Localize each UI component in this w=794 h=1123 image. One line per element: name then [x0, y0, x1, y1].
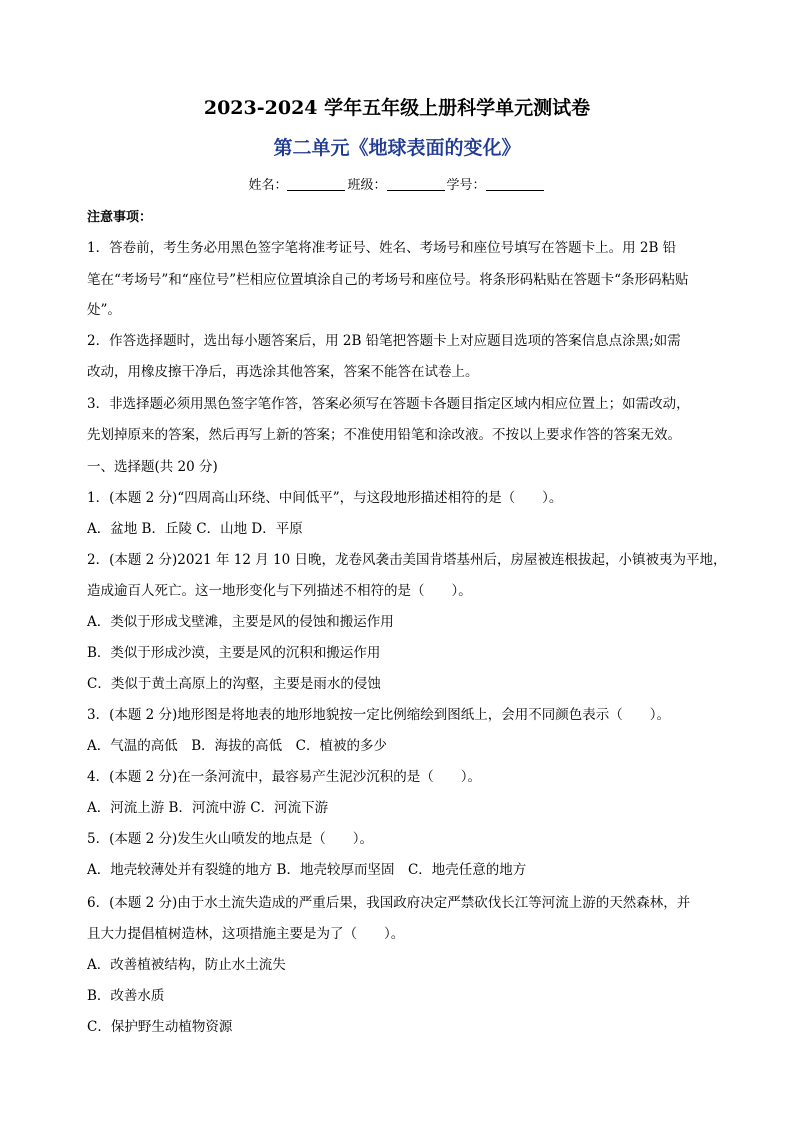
question-line: 5．(本题 2 分)发生火山喷发的地点是（ ）。 — [87, 831, 374, 847]
question-line: 1．(本题 2 分)“四周高山环绕、中间低平”，与这段地形描述相符的是（ ）。 — [87, 490, 563, 506]
question-line: 造成逾百人死亡。这一地形变化与下列描述不相符的是（ ）。 — [87, 583, 472, 599]
exam-title: 2023-2024 学年五年级上册科学单元测试卷 — [203, 97, 591, 119]
question-option-line: A．类似于形成戈壁滩，主要是风的侵蚀和搬运作用 — [87, 614, 394, 630]
question-option-line: A．气温的高低 B．海拔的高低 C．植被的多少 — [87, 738, 387, 754]
question-option-line: A．改善植被结构，防止水土流失 — [87, 957, 286, 973]
notes-line: 2．作答选择题时，选出每小题答案后，用 2B 铅笔把答题卡上对应题目选项的答案信息点涂黑;如需 — [87, 333, 681, 349]
student-info-line — [0, 176, 794, 196]
name-label: 姓名： — [248, 178, 288, 193]
notes-heading: 注意事项： — [87, 210, 153, 225]
question-line: 6．(本题 2 分)由于水土流失造成的严重后果，我国政府决定严禁砍伐长江等河流上游的天然森林，并 — [87, 895, 691, 911]
question-line: 3．(本题 2 分)地形图是将地表的地形地貌按一定比例缩绘到图纸上，会用不同颜色表示（ ）。 — [87, 707, 671, 723]
question-line: 2．(本题 2 分)2021 年 12 月 10 日晚，龙卷风袭击美国肯塔基州后，房屋被连根拔起，小镇被夷为平地， — [87, 552, 727, 568]
section-title: 一、选择题(共 20 分) — [87, 459, 218, 475]
question-option-line: B．类似于形成沙漠，主要是风的沉积和搬运作用 — [87, 645, 381, 661]
number-blank — [486, 176, 544, 191]
notes-line: 先划掉原来的答案，然后再写上新的答案；不准使用铅笔和涂改液。不按以上要求作答的答案无效。 — [87, 427, 681, 443]
question-option-line: A．地壳较薄处并有裂缝的地方 B．地壳较厚而坚固 C．地壳任意的地方 — [87, 862, 527, 878]
class-label: 班级： — [347, 178, 387, 193]
notes-line: 3．非选择题必须用黑色签字笔作答，答案必须写在答题卡各题目指定区域内相应位置上；如需改动， — [87, 396, 690, 412]
notes-line: 处”。 — [87, 302, 121, 318]
number-label: 学号： — [446, 178, 486, 193]
notes-line: 1．答卷前，考生务必用黑色签字笔将准考证号、姓名、考场号和座位号填写在答题卡上。用 2B 铅 — [87, 240, 677, 256]
question-line: 4．(本题 2 分)在一条河流中，最容易产生泥沙沉积的是（ ）。 — [87, 769, 482, 785]
question-option-line: B．改善水质 — [87, 988, 165, 1004]
question-option-line: A．盆地 B．丘陵 C．山地 D．平原 — [87, 521, 303, 537]
question-option-line: A．河流上游 B．河流中游 C．河流下游 — [87, 800, 329, 816]
name-blank — [287, 176, 345, 191]
unit-subtitle: 第二单元《地球表面的变化》 — [273, 137, 521, 159]
class-blank — [387, 176, 445, 191]
question-line: 且大力提倡植树造林，这项措施主要是为了（ ）。 — [87, 926, 405, 942]
question-option-line: C．类似于黄土高原上的沟壑，主要是雨水的侵蚀 — [87, 676, 381, 692]
notes-line: 笔在“考场号”和“座位号”栏相应位置填涂自己的考场号和座位号。将条形码粘贴在答题卡“条形码粘贴 — [87, 272, 689, 288]
notes-line: 改动，用橡皮擦干净后，再选涂其他答案，答案不能答在试卷上。 — [87, 364, 479, 380]
question-option-line: C．保护野生动植物资源 — [87, 1019, 233, 1035]
